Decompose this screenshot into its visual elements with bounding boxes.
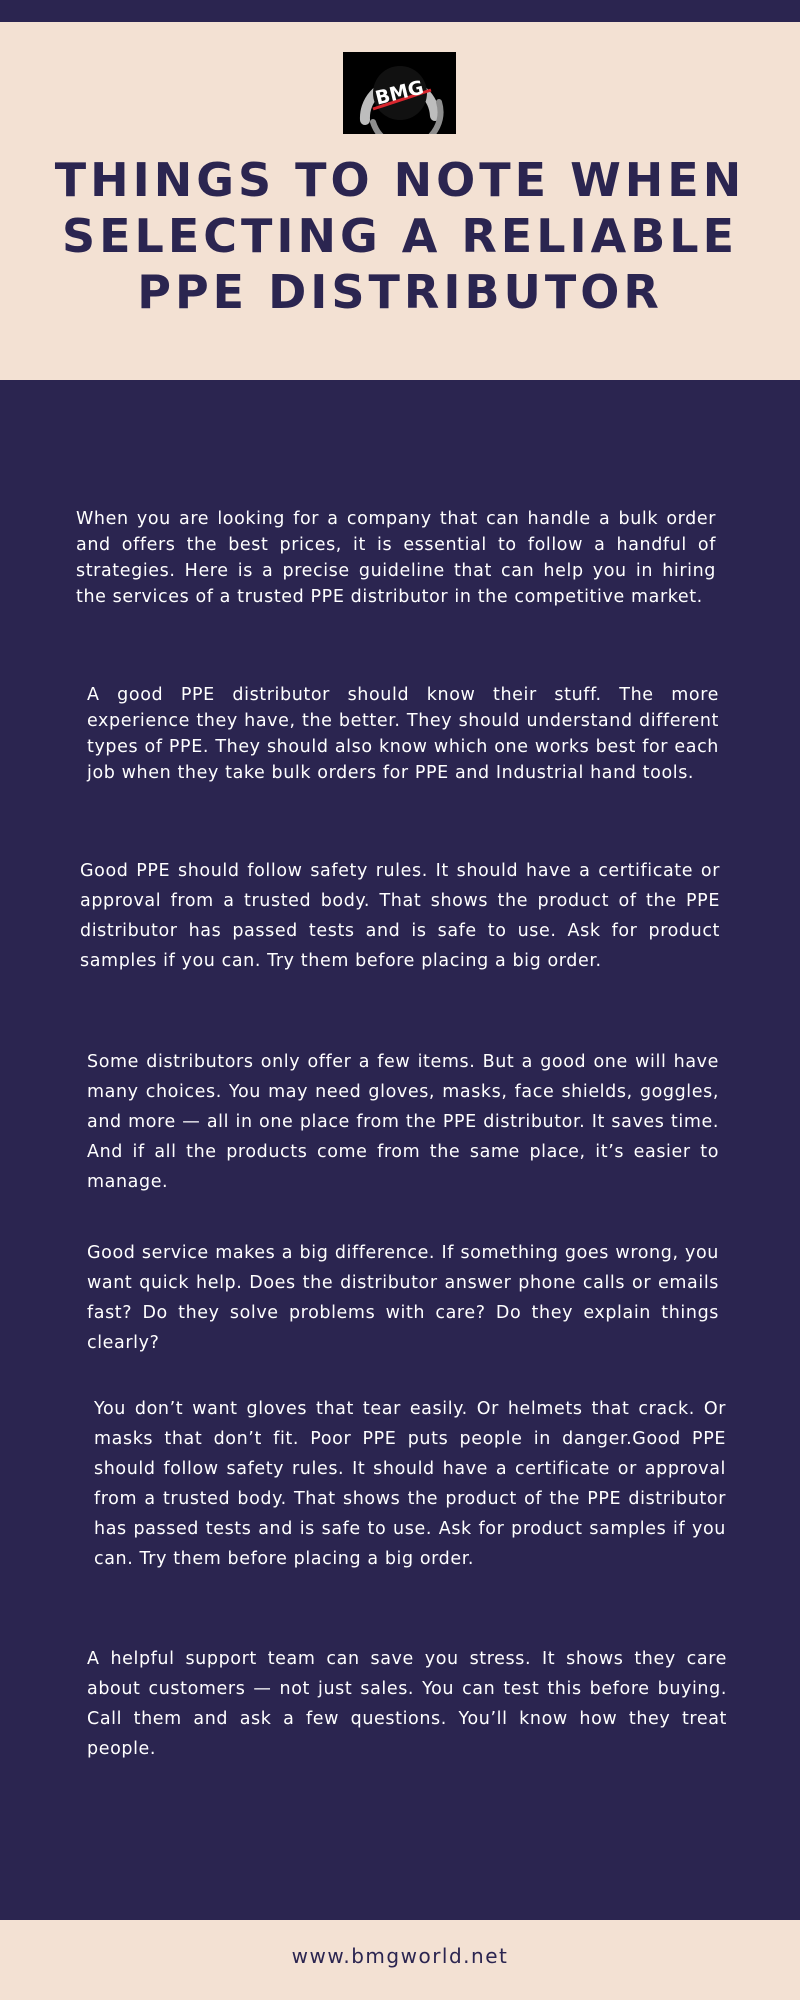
title-line: SELECTING A RELIABLE [61, 209, 739, 263]
bmg-logo [343, 52, 456, 134]
title-line: PPE DISTRIBUTOR [137, 265, 663, 319]
bmg-logo-graphic [343, 52, 456, 134]
quality-paragraph: You don’t want gloves that tear easily. Or helmets that crack. Or masks that don’t fit. Poor PPE puts people in danger.Good PPE should follow safety rules. It should have a certificate or approval from a trusted body. That shows the product of the PPE distributor has passed tests and is safe to use. Ask for product samples if you can. Try them before placing a big order. [94, 1399, 726, 1569]
header-banner [0, 22, 800, 380]
page-title [40, 152, 760, 320]
service-paragraph: Good service makes a big difference. If something goes wrong, you want quick help. Does the distributor answer phone calls or emails fast? Do they solve problems with care? Do they explain things clearly? [87, 1243, 719, 1353]
experience-paragraph: A good PPE distributor should know their stuff. The more experience they have, the better. They should understand different types of PPE. They should also know which one works best for each job when they take bulk orders for PPE and Industrial hand tools. [87, 685, 719, 783]
logo-text: BMG [373, 76, 426, 110]
intro-paragraph: When you are looking for a company that can handle a bulk order and offers the best prices, it is essential to follow a handful of strategies. Here is a precise guideline that can help you in hiring the services of a trusted PPE distributor in the competitive market. [76, 509, 716, 607]
support-paragraph: A helpful support team can save you stress. It shows they care about customers — not just sales. You can test this before buying. Call them and ask a few questions. You’ll know how they treat people. [87, 1649, 727, 1759]
website-link[interactable]: www.bmgworld.net [291, 1944, 509, 1968]
title-line: THINGS TO NOTE WHEN [54, 153, 746, 207]
top-strip [0, 0, 800, 22]
safety-paragraph: Good PPE should follow safety rules. It should have a certificate or approval from a trusted body. That shows the product of the PPE distributor has passed tests and is safe to use. Ask for product samples if you can. Try them before placing a big order. [80, 861, 720, 971]
product-range-paragraph: Some distributors only offer a few items. But a good one will have many choices. You may need gloves, masks, face shields, goggles, and more — all in one place from the PPE distributor. It saves time. And if all the products come from the same place, it’s easier to manage. [87, 1052, 719, 1192]
content-section [0, 380, 800, 1920]
footer-banner [0, 1920, 800, 2000]
